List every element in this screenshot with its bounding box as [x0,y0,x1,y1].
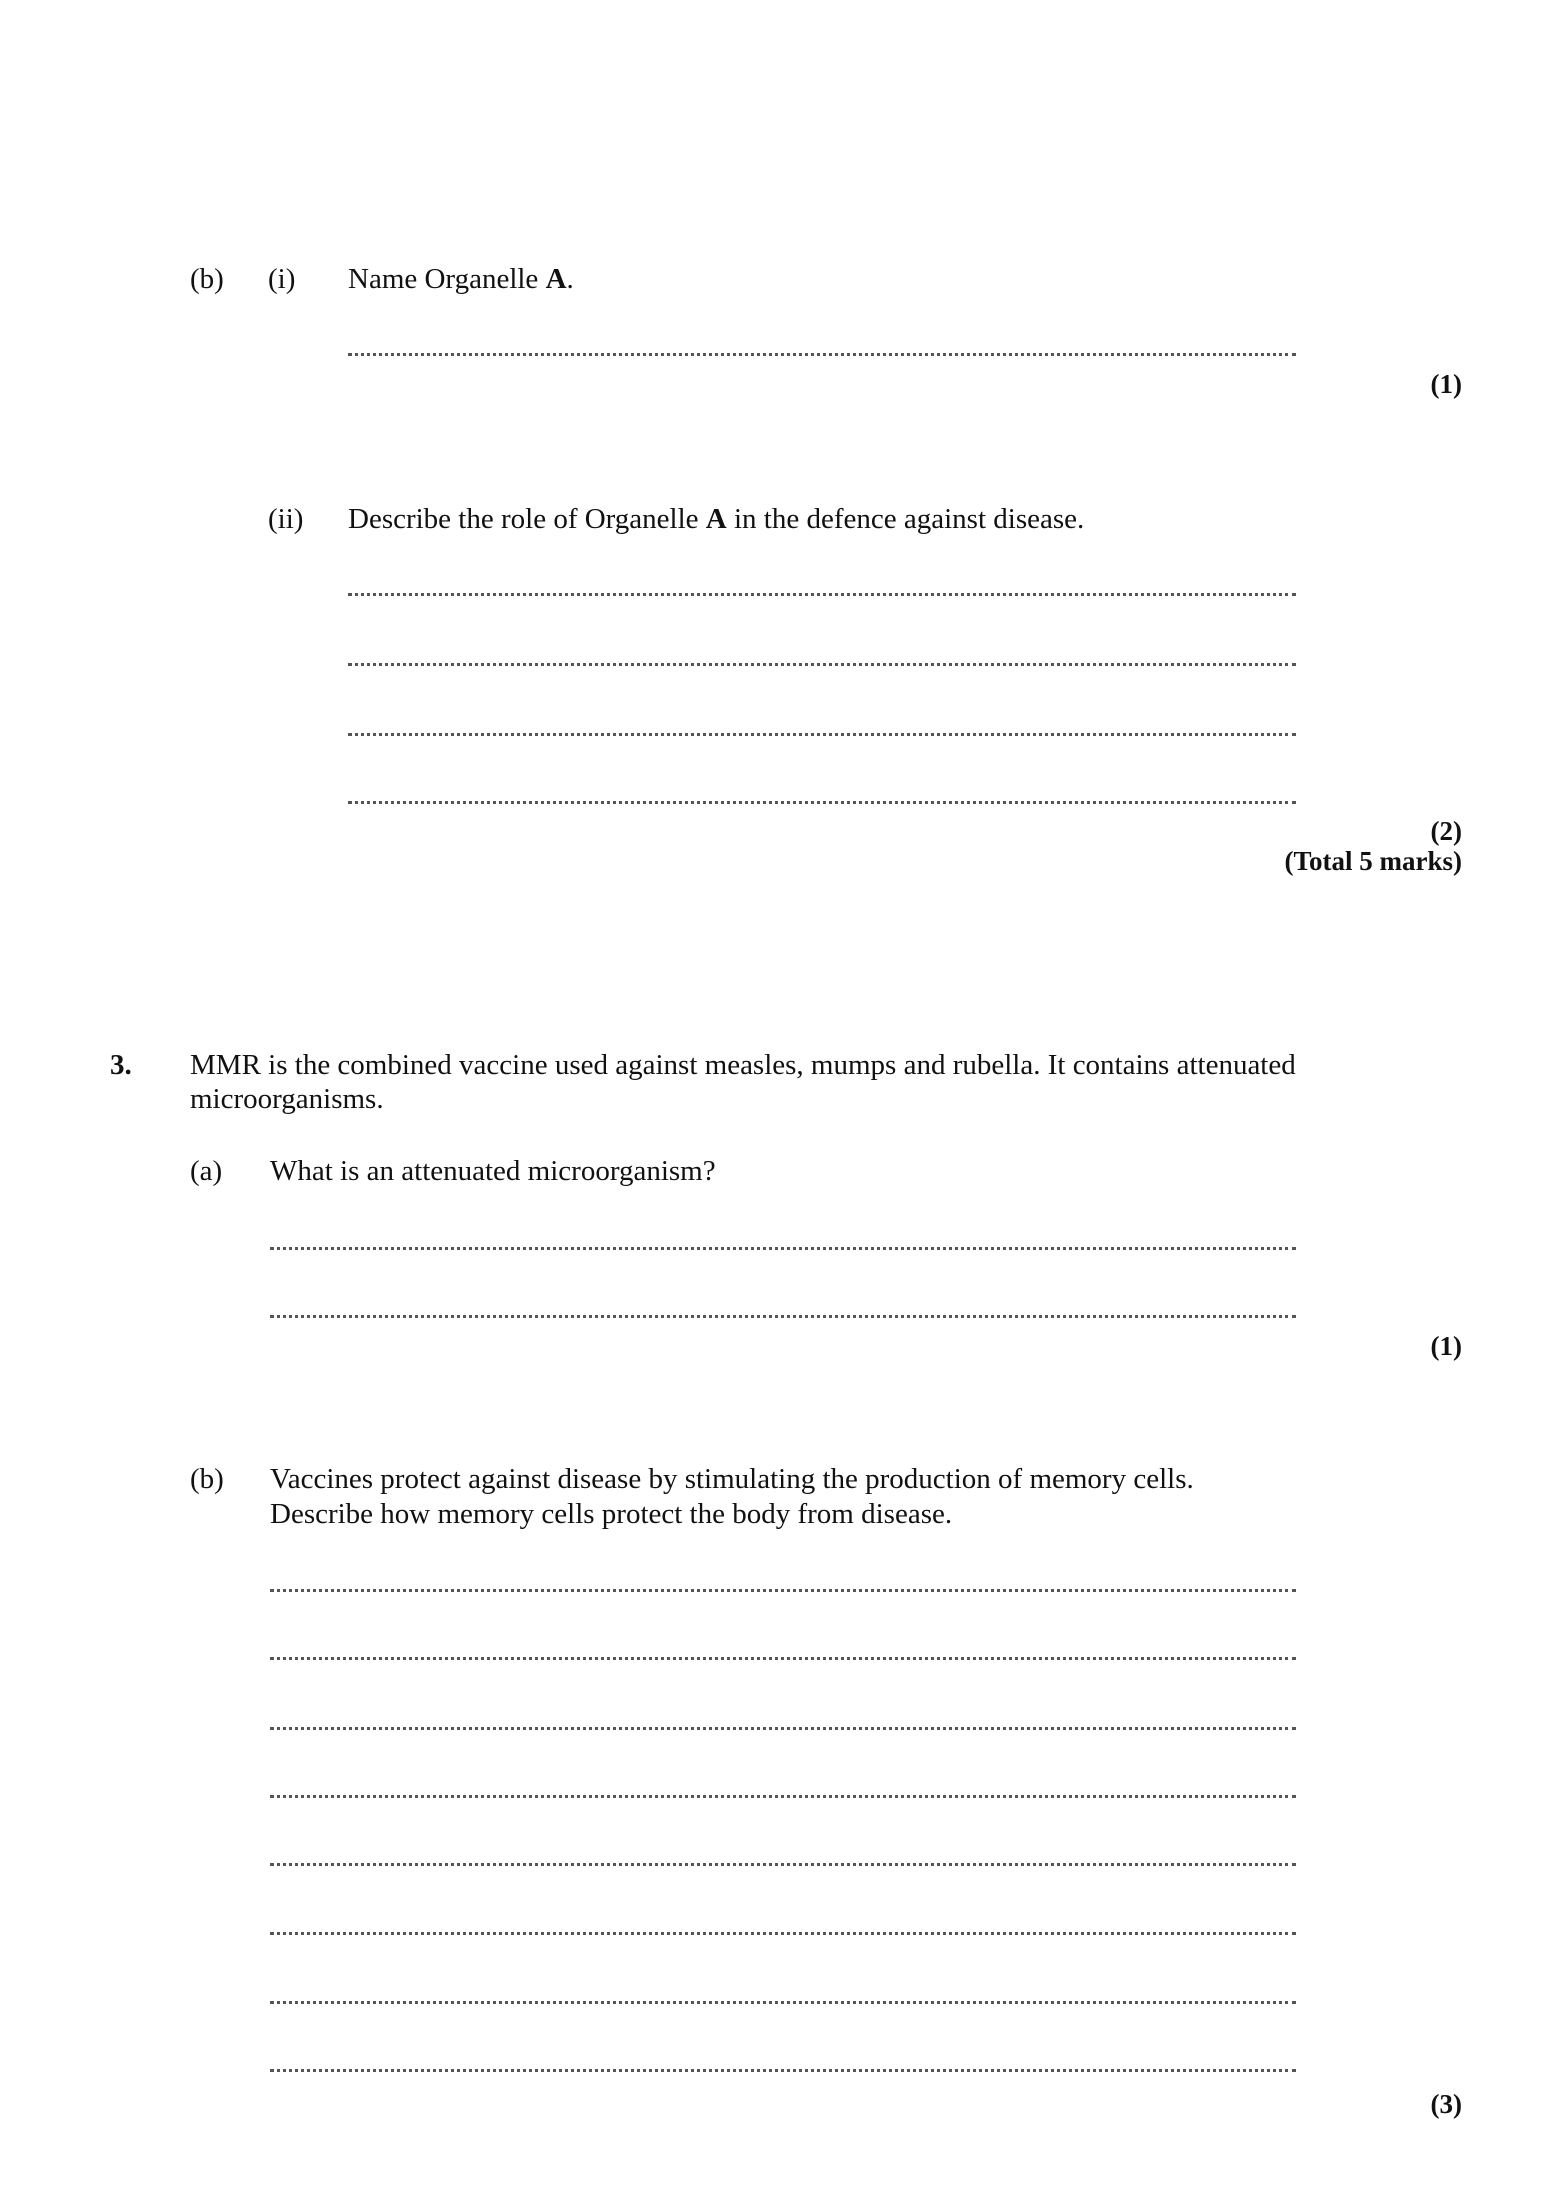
q3b-mark: (3) [1430,2089,1462,2119]
q2b-i-text-bold: A [545,263,567,295]
q3b-answer-line-2[interactable] [270,1657,1296,1660]
q2b-i-answer-line[interactable] [348,353,1296,356]
q2-total-marks: (Total 5 marks) [1284,846,1462,876]
q3b-answer-line-4[interactable] [270,1795,1296,1798]
q3-intro-line-2: microorganisms. [190,1083,384,1115]
q3-intro-line-1: MMR is the combined vaccine used against measles, mumps and rubella. It contains attenuated [190,1049,1296,1081]
q2b-ii-question [348,502,1084,537]
q3a-answer-line-2[interactable] [270,1315,1296,1318]
q2b-i-mark: (1) [1430,369,1462,399]
q2b-ii-answer-line-4[interactable] [348,801,1296,804]
q3-number: 3. [110,1049,132,1081]
q2b-ii-mark: (2) [1430,816,1462,846]
q2b-i-label: (i) [268,263,296,295]
q2b-ii-answer-line-3[interactable] [348,733,1296,736]
q2b-ii-text-after: in the defence against disease. [726,503,1085,535]
q3a-answer-line-1[interactable] [270,1247,1296,1250]
q2b-i-question [348,262,574,297]
q3b-answer-line-3[interactable] [270,1727,1296,1730]
q2b-part-label: (b) [190,263,224,295]
q3b-answer-line-7[interactable] [270,2001,1296,2004]
q2b-ii-text-bold: A [705,503,727,535]
q3b-question-line-1: Vaccines protect against disease by stimulating the production of memory cells. [270,1463,1194,1495]
q3a-mark: (1) [1430,1331,1462,1361]
q3b-question-line-2: Describe how memory cells protect the body from disease. [270,1498,953,1530]
q3b-answer-line-8[interactable] [270,2069,1296,2072]
q3b-answer-line-1[interactable] [270,1589,1296,1592]
q3b-answer-line-6[interactable] [270,1932,1296,1935]
q2b-ii-text-before: Describe the role of Organelle [348,503,706,535]
q3a-question: What is an attenuated microorganism? [270,1155,716,1187]
q2b-i-text-after: . [566,263,574,295]
q2b-ii-answer-line-2[interactable] [348,663,1296,666]
q2b-ii-answer-line-1[interactable] [348,593,1296,596]
q2b-i-text-before: Name Organelle [348,263,546,295]
q3a-label: (a) [190,1155,223,1187]
q2b-ii-label: (ii) [268,503,304,535]
q3b-answer-line-5[interactable] [270,1863,1296,1866]
q3b-label: (b) [190,1463,224,1495]
